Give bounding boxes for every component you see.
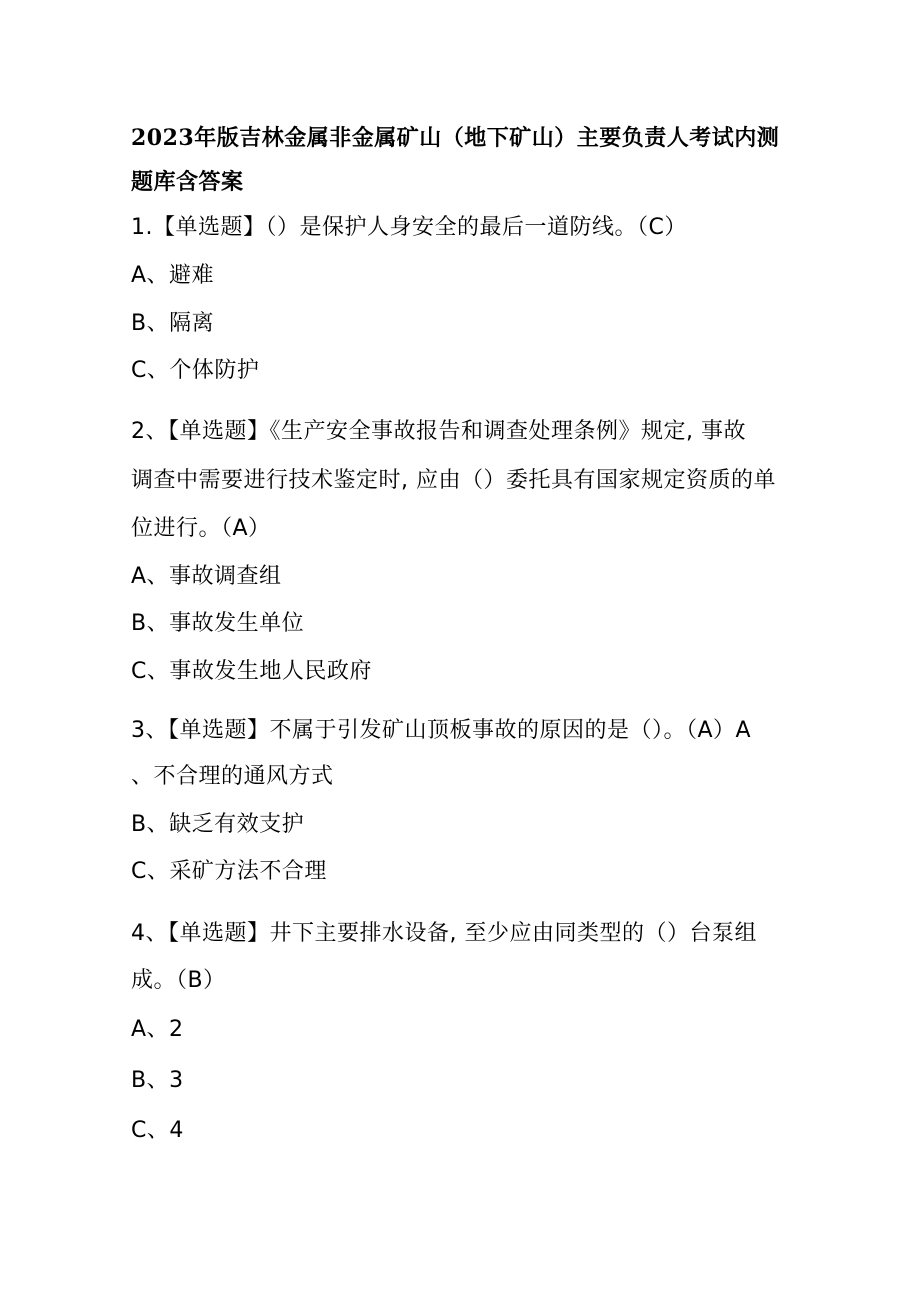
question-3-stem-line-2: 、不合理的通风方式 [131,764,334,789]
question-2-option-c: C、事故发生地人民政府 [131,659,372,684]
question-2-option-a: A、事故调查组 [131,564,282,589]
question-4-option-a: A、2 [131,1017,184,1042]
question-1-option-c: C、个体防护 [131,358,260,383]
document-title: 2023年版吉林金属非金属矿山（地下矿山）主要负责人考试内测题库含答案 [131,125,780,195]
question-1-stem: 1.【单选题】（）是保护人身安全的最后一道防线。（C） [131,215,687,240]
question-2-stem-line-1: 2、【单选题】《生产安全事故报告和调查处理条例》规定, 事故 [131,419,746,444]
question-2-stem-line-2: 调查中需要进行技术鉴定时, 应由（）委托具有国家规定资质的单 [131,468,776,493]
question-3-stem-line-1: 3、【单选题】不属于引发矿山顶板事故的原因的是（）。（A）A [131,718,752,743]
question-3-option-b: B、缺乏有效支护 [131,812,305,837]
question-4-option-c: C、4 [131,1118,184,1143]
question-1-option-a: A、避难 [131,263,215,288]
question-4-stem-line-1: 4、【单选题】井下主要排水设备, 至少应由同类型的（）台泵组 [131,921,757,946]
question-2-stem-line-3: 位进行。（A） [131,516,271,541]
question-1-option-b: B、隔离 [131,311,215,336]
question-4-option-b: B、3 [131,1068,184,1093]
question-4-stem-line-2: 成。（B） [131,968,226,993]
question-2-option-b: B、事故发生单位 [131,611,305,636]
question-3-option-c: C、采矿方法不合理 [131,859,327,884]
